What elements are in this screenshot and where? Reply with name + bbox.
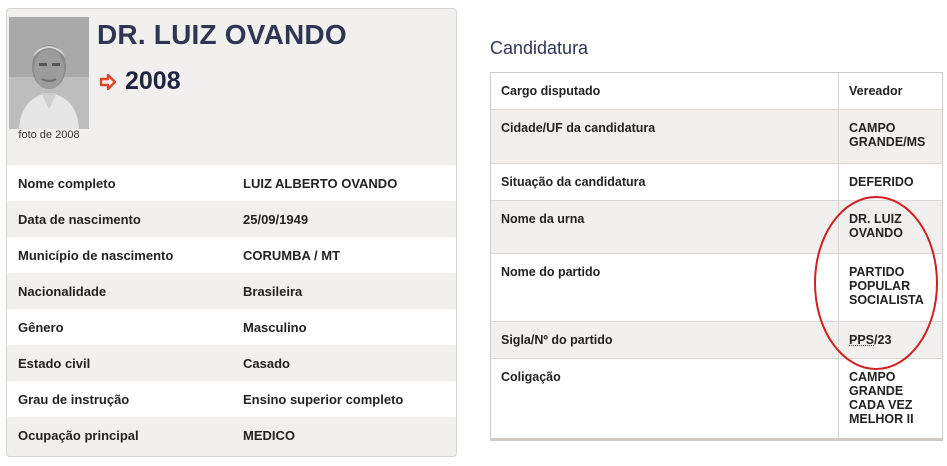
info-row-full-name	[7, 165, 456, 201]
candidate-photo	[9, 17, 89, 129]
cand-label: Situação da candidatura	[491, 164, 839, 200]
candidate-profile-card	[6, 8, 457, 457]
info-row-marital-status	[7, 345, 456, 381]
photo-caption: foto de 2008	[9, 129, 89, 141]
info-row-education	[7, 381, 456, 417]
table-bottom-border	[490, 438, 943, 441]
election-year	[99, 67, 181, 96]
info-row-gender	[7, 309, 456, 345]
info-value: 25/09/1949	[243, 211, 309, 227]
cand-value: DEFERIDO	[849, 175, 914, 189]
cand-label: Sigla/Nº do partido	[491, 322, 839, 358]
profile-header	[7, 9, 456, 155]
section-title: Candidatura	[490, 38, 589, 58]
cand-row-party-acronym	[491, 322, 942, 359]
cand-value: CAMPO GRANDE/MS	[849, 121, 926, 149]
info-label: Nacionalidade	[18, 283, 107, 299]
cand-value: DR. LUIZ OVANDO	[849, 212, 903, 240]
candidate-name: DR. LUIZ OVANDO	[97, 19, 347, 50]
info-value: MEDICO	[243, 427, 295, 443]
cand-row-ballot-name	[491, 201, 942, 254]
info-label: Data de nascimento	[18, 211, 141, 227]
info-label: Nome completo	[18, 175, 116, 191]
info-label: Gênero	[18, 319, 64, 335]
cand-value: PARTIDO POPULAR SOCIALISTA	[849, 265, 924, 307]
cand-value	[839, 322, 942, 358]
personal-info-table	[7, 165, 456, 453]
info-row-birth-date	[7, 201, 456, 237]
info-row-birth-city	[7, 237, 456, 273]
info-label: Ocupação principal	[18, 427, 139, 443]
cand-value: CAMPO GRANDE CADA VEZ MELHOR II	[849, 370, 914, 426]
info-row-nationality	[7, 273, 456, 309]
cand-row-office	[491, 73, 942, 110]
cand-label: Nome do partido	[491, 254, 839, 321]
info-value: Brasileira	[243, 283, 303, 299]
party-number: /23	[874, 333, 892, 347]
info-row-occupation	[7, 417, 456, 453]
info-value: LUIZ ALBERTO OVANDO	[243, 175, 398, 191]
cand-value: Vereador	[849, 84, 903, 98]
candidacy-table	[490, 72, 943, 439]
cand-row-status	[491, 164, 942, 201]
info-value: Masculino	[243, 319, 307, 335]
arrow-right-icon	[99, 73, 117, 91]
cand-label: Cargo disputado	[491, 73, 839, 109]
info-label: Estado civil	[18, 355, 91, 371]
info-value: Ensino superior completo	[243, 391, 404, 407]
year-label: 2008	[125, 67, 181, 95]
cand-label: Coligação	[491, 359, 839, 438]
cand-row-coalition	[491, 359, 942, 439]
info-label: Município de nascimento	[18, 247, 174, 263]
cand-label: Cidade/UF da candidatura	[491, 110, 839, 163]
cand-row-city	[491, 110, 942, 164]
info-value: Casado	[243, 355, 290, 371]
cand-row-party-name	[491, 254, 942, 322]
info-label: Grau de instrução	[18, 391, 130, 407]
info-value: CORUMBA / MT	[243, 247, 341, 263]
cand-label: Nome da urna	[491, 201, 839, 253]
party-acronym-link[interactable]: PPS	[849, 333, 875, 347]
